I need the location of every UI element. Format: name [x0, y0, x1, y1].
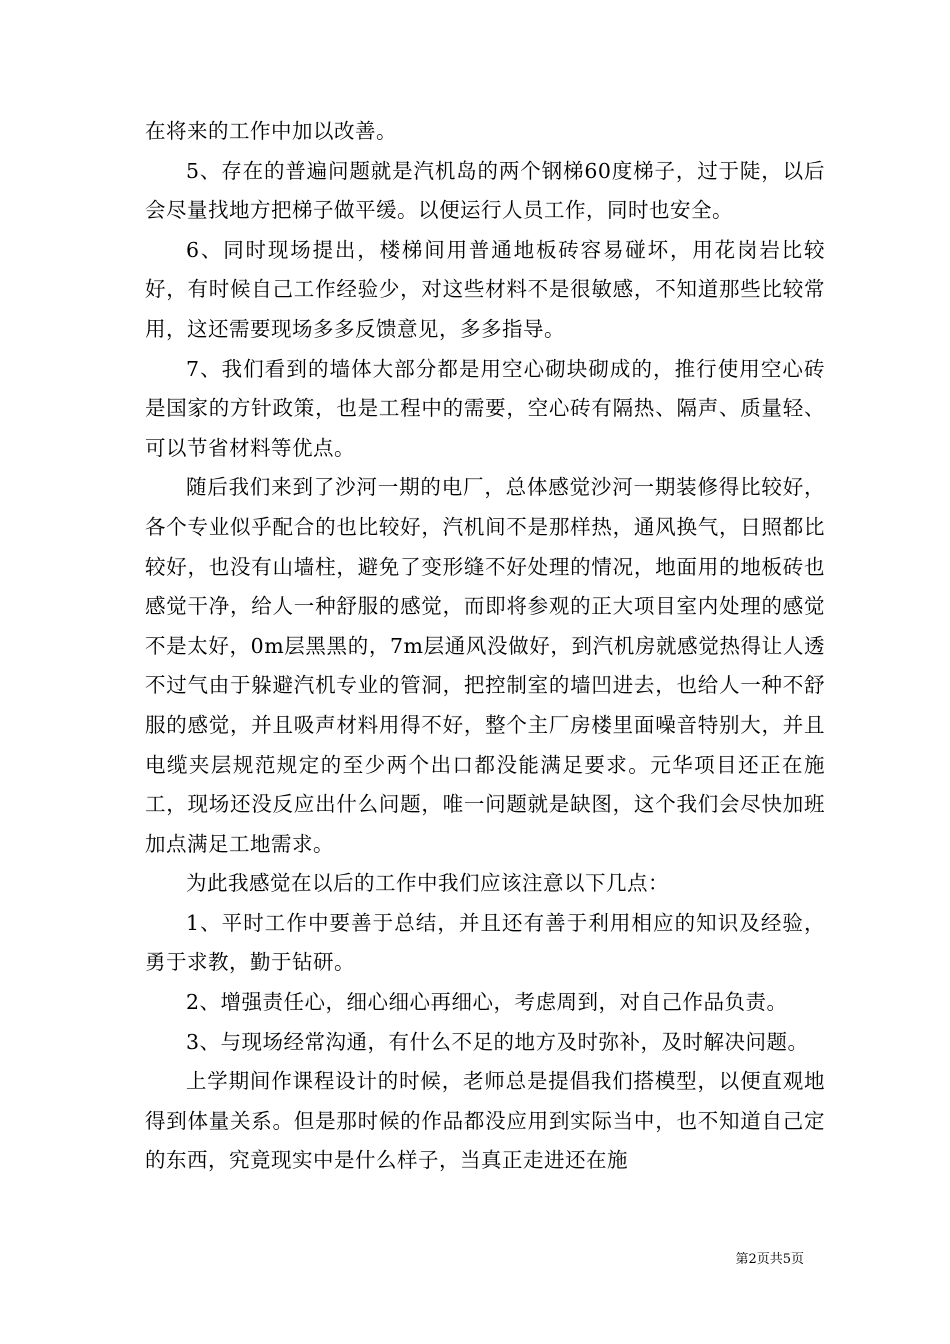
paragraph-school-reflection: 上学期间作课程设计的时候，老师总是提倡我们搭模型，以便直观地得到体量关系。但是那时候的作品都没应用到实际当中，也不知道自己定的东西，究竟现实中是什么样子，当真正走进还在施: [145, 1069, 825, 1173]
paragraph-site-visit: 随后我们来到了沙河一期的电厂，总体感觉沙河一期装修得比较好，各个专业似乎配合的也比较好，汽机间不是那样热，通风换气，日照都比较好，也没有山墙柱，避免了变形缝不好处理的情况，地面用的地板砖也感觉干净，给人一种舒服的感觉，而即将参观的正大项目室内处理的感觉不是太好，0m层黑黑的，7m层通风没做好，到汽机房就感觉热得让人透不过气由于躲避汽机专业的管洞，把控制室的墙凹进去，也给人一种不舒服的感觉，并且吸声材料用得不好，整个主厂房楼里面噪音特别大，并且电缆夹层规范规定的至少两个出口都没能满足要求。元华项目还正在施工，现场还没反应出什么问题，唯一问题就是缺图，这个我们会尽快加班加点满足工地需求。: [145, 475, 825, 856]
paragraph-continuation: 在将来的工作中加以改善。: [145, 119, 397, 143]
paragraph-item-5: 5、存在的普遍问题就是汽机岛的两个钢梯60度梯子，过于陡，以后会尽量找地方把梯子做平缓。以便运行人员工作，同时也安全。: [145, 158, 825, 223]
paragraph-lesson-3: 3、与现场经常沟通，有什么不足的地方及时弥补，及时解决问题。: [186, 1029, 809, 1054]
page-number: 第2页共5页: [735, 1252, 804, 1267]
paragraph-lesson-2: 2、增强责任心，细心细心再细心，考虑周到，对自己作品负责。: [186, 990, 788, 1015]
paragraph-item-6: 6、同时现场提出，楼梯间用普通地板砖容易碰坏，用花岗岩比较好，有时候自己工作经验少，对这些材料不是很敏感，不知道那些比较常用，这还需要现场多多反馈意见，多多指导。: [145, 237, 825, 341]
paragraph-lesson-1: 1、平时工作中要善于总结，并且还有善于利用相应的知识及经验，勇于求教，勤于钻研。: [145, 910, 825, 975]
paragraph-lessons-intro: 为此我感觉在以后的工作中我们应该注意以下几点：: [186, 871, 669, 896]
paragraph-item-7: 7、我们看到的墙体大部分都是用空心砌块砌成的，推行使用空心砖是国家的方针政策，也是工程中的需要，空心砖有隔热、隔声、质量轻、可以节省材料等优点。: [145, 356, 825, 460]
document-body: [145, 112, 825, 1181]
